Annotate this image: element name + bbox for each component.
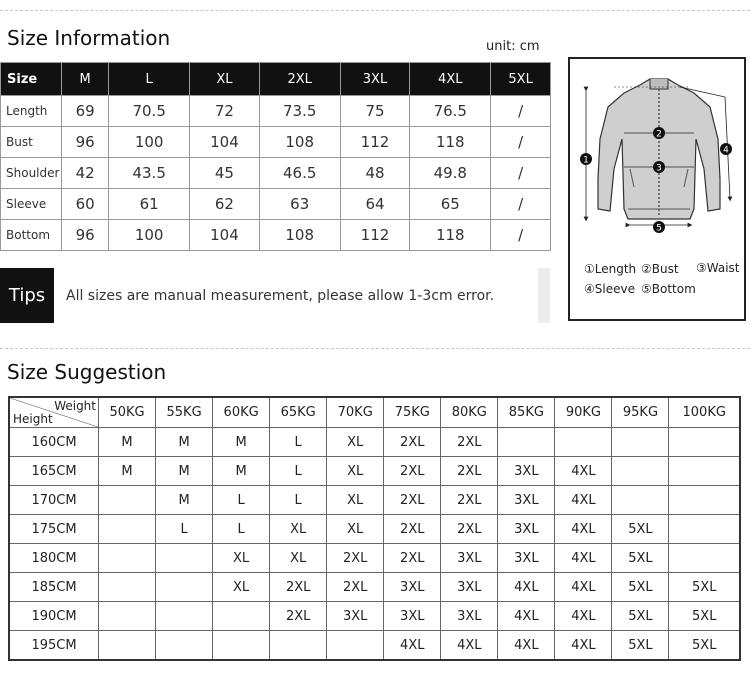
weight-col-70kg: 70KG bbox=[327, 397, 384, 428]
table-row bbox=[9, 544, 740, 573]
tips-badge: Tips bbox=[0, 268, 54, 323]
svg-text:3: 3 bbox=[656, 163, 662, 174]
table-cell: 5XL bbox=[612, 573, 669, 602]
weight-col-100kg: 100KG bbox=[669, 397, 740, 428]
table-cell: 2XL bbox=[441, 428, 498, 457]
size-col-header: Size bbox=[1, 63, 62, 96]
row-label-shoulder: Shoulder bbox=[1, 158, 62, 189]
table-cell: 63 bbox=[259, 189, 340, 220]
table-cell: 5XL bbox=[669, 573, 740, 602]
table-cell: 46.5 bbox=[259, 158, 340, 189]
table-cell: 104 bbox=[190, 220, 260, 251]
table-cell: 70.5 bbox=[109, 96, 190, 127]
table-row bbox=[9, 457, 740, 486]
table-cell: 4XL bbox=[555, 631, 612, 661]
size-col-4xl: 4XL bbox=[410, 63, 491, 96]
table-cell: 104 bbox=[190, 127, 260, 158]
row-label-bottom: Bottom bbox=[1, 220, 62, 251]
svg-text:2: 2 bbox=[656, 129, 662, 140]
table-cell: M bbox=[99, 428, 156, 457]
weight-col-95kg: 95KG bbox=[612, 397, 669, 428]
table-cell: 3XL bbox=[384, 573, 441, 602]
table-cell: / bbox=[491, 158, 551, 189]
measurement-diagram bbox=[568, 57, 746, 321]
table-cell: 112 bbox=[340, 220, 410, 251]
table-cell bbox=[213, 602, 270, 631]
size-info-table bbox=[0, 62, 551, 251]
legend-bust: ②Bust bbox=[641, 262, 679, 276]
table-cell: 4XL bbox=[555, 573, 612, 602]
table-cell: 100 bbox=[109, 220, 190, 251]
table-cell: 2XL bbox=[327, 544, 384, 573]
table-cell: 5XL bbox=[669, 631, 740, 661]
size-col-l: L bbox=[109, 63, 190, 96]
table-cell: M bbox=[156, 457, 213, 486]
table-cell bbox=[669, 515, 740, 544]
height-label-195cm: 195CM bbox=[9, 631, 99, 661]
table-cell: 3XL bbox=[498, 544, 555, 573]
size-col-m: M bbox=[62, 63, 109, 96]
table-cell: L bbox=[213, 486, 270, 515]
marker-5-icon bbox=[653, 221, 665, 234]
height-label-185cm: 185CM bbox=[9, 573, 99, 602]
middle-divider bbox=[0, 348, 750, 349]
table-cell: XL bbox=[213, 544, 270, 573]
table-cell: 69 bbox=[62, 96, 109, 127]
table-cell: 2XL bbox=[441, 515, 498, 544]
table-cell: 2XL bbox=[270, 602, 327, 631]
table-cell bbox=[156, 573, 213, 602]
table-row bbox=[1, 220, 551, 251]
size-col-2xl: 2XL bbox=[259, 63, 340, 96]
size-col-xl: XL bbox=[190, 63, 260, 96]
svg-text:4: 4 bbox=[723, 145, 729, 156]
table-cell: 108 bbox=[259, 127, 340, 158]
table-cell: 75 bbox=[340, 96, 410, 127]
table-cell: 3XL bbox=[441, 573, 498, 602]
table-cell: 3XL bbox=[498, 457, 555, 486]
table-cell: L bbox=[270, 428, 327, 457]
table-cell: 2XL bbox=[384, 457, 441, 486]
table-cell: 5XL bbox=[612, 602, 669, 631]
table-cell: / bbox=[491, 127, 551, 158]
table-cell bbox=[156, 544, 213, 573]
weight-col-90kg: 90KG bbox=[555, 397, 612, 428]
table-row bbox=[9, 486, 740, 515]
table-cell bbox=[213, 631, 270, 661]
table-cell bbox=[612, 486, 669, 515]
height-label-165cm: 165CM bbox=[9, 457, 99, 486]
table-cell: 4XL bbox=[555, 457, 612, 486]
table-cell: 61 bbox=[109, 189, 190, 220]
size-col-5xl: 5XL bbox=[491, 63, 551, 96]
table-cell: 118 bbox=[410, 220, 491, 251]
top-divider bbox=[0, 10, 750, 11]
table-cell: L bbox=[270, 457, 327, 486]
row-label-length: Length bbox=[1, 96, 62, 127]
table-cell: 3XL bbox=[327, 602, 384, 631]
corner-height-label: Height bbox=[13, 412, 53, 426]
table-cell: XL bbox=[270, 544, 327, 573]
weight-col-50kg: 50KG bbox=[99, 397, 156, 428]
table-cell: / bbox=[491, 96, 551, 127]
table-cell bbox=[156, 602, 213, 631]
marker-4-icon bbox=[720, 143, 732, 156]
table-cell: 4XL bbox=[498, 631, 555, 661]
weight-col-85kg: 85KG bbox=[498, 397, 555, 428]
table-cell: 4XL bbox=[555, 515, 612, 544]
weight-col-55kg: 55KG bbox=[156, 397, 213, 428]
table-cell: 43.5 bbox=[109, 158, 190, 189]
size-table-header bbox=[1, 63, 551, 96]
table-cell: 2XL bbox=[384, 428, 441, 457]
table-cell: XL bbox=[327, 428, 384, 457]
table-row bbox=[9, 515, 740, 544]
table-cell: M bbox=[156, 486, 213, 515]
table-cell: 42 bbox=[62, 158, 109, 189]
table-cell: 4XL bbox=[555, 486, 612, 515]
svg-text:5: 5 bbox=[656, 223, 662, 234]
table-cell: 5XL bbox=[612, 515, 669, 544]
table-cell: 3XL bbox=[498, 515, 555, 544]
table-cell: 100 bbox=[109, 127, 190, 158]
table-row bbox=[1, 158, 551, 189]
table-cell: XL bbox=[327, 515, 384, 544]
size-suggestion-table bbox=[8, 396, 741, 661]
weight-col-75kg: 75KG bbox=[384, 397, 441, 428]
table-cell bbox=[156, 631, 213, 661]
table-cell: 4XL bbox=[498, 573, 555, 602]
table-cell: 2XL bbox=[384, 544, 441, 573]
table-cell bbox=[99, 544, 156, 573]
unit-label: unit: cm bbox=[486, 39, 540, 54]
corner-weight-label: Weight bbox=[54, 399, 96, 413]
table-cell: 3XL bbox=[498, 486, 555, 515]
table-row bbox=[9, 631, 740, 661]
weight-col-65kg: 65KG bbox=[270, 397, 327, 428]
table-cell: M bbox=[213, 428, 270, 457]
table-cell bbox=[99, 631, 156, 661]
table-cell: 2XL bbox=[441, 457, 498, 486]
table-cell: 5XL bbox=[612, 631, 669, 661]
legend-length: ①Length bbox=[584, 262, 637, 276]
table-cell: 2XL bbox=[270, 573, 327, 602]
table-cell: M bbox=[156, 428, 213, 457]
table-cell bbox=[99, 515, 156, 544]
table-cell: 62 bbox=[190, 189, 260, 220]
table-cell bbox=[555, 428, 612, 457]
weight-col-60kg: 60KG bbox=[213, 397, 270, 428]
size-suggestion-title: Size Suggestion bbox=[7, 360, 167, 384]
table-cell bbox=[99, 602, 156, 631]
table-cell bbox=[327, 631, 384, 661]
table-row bbox=[9, 602, 740, 631]
table-cell: 96 bbox=[62, 220, 109, 251]
suggestion-table-header bbox=[9, 397, 740, 428]
table-cell: 4XL bbox=[555, 544, 612, 573]
svg-text:1: 1 bbox=[583, 155, 589, 166]
height-label-160cm: 160CM bbox=[9, 428, 99, 457]
legend-waist: ③Waist bbox=[696, 261, 740, 275]
table-cell: / bbox=[491, 220, 551, 251]
table-cell: XL bbox=[327, 457, 384, 486]
table-row bbox=[1, 127, 551, 158]
table-cell: 118 bbox=[410, 127, 491, 158]
table-cell: 4XL bbox=[555, 602, 612, 631]
marker-1-icon bbox=[580, 153, 592, 166]
table-cell bbox=[99, 486, 156, 515]
legend-sleeve: ④Sleeve bbox=[584, 282, 635, 296]
height-label-180cm: 180CM bbox=[9, 544, 99, 573]
table-cell: L bbox=[270, 486, 327, 515]
size-info-title: Size Information bbox=[7, 26, 171, 50]
table-cell: 2XL bbox=[384, 486, 441, 515]
table-cell: 76.5 bbox=[410, 96, 491, 127]
table-cell: 4XL bbox=[384, 631, 441, 661]
table-cell bbox=[669, 457, 740, 486]
table-cell: M bbox=[99, 457, 156, 486]
table-cell: 3XL bbox=[441, 544, 498, 573]
table-cell: 108 bbox=[259, 220, 340, 251]
height-label-190cm: 190CM bbox=[9, 602, 99, 631]
table-cell: 48 bbox=[340, 158, 410, 189]
table-cell: XL bbox=[270, 515, 327, 544]
tips-side-bar bbox=[538, 268, 550, 323]
table-cell: 2XL bbox=[441, 486, 498, 515]
table-cell: 2XL bbox=[327, 573, 384, 602]
table-cell: 64 bbox=[340, 189, 410, 220]
weight-col-80kg: 80KG bbox=[441, 397, 498, 428]
tips-text: All sizes are manual measurement, please allow 1-3cm error. bbox=[66, 288, 495, 304]
table-cell bbox=[498, 428, 555, 457]
table-row bbox=[9, 573, 740, 602]
table-row bbox=[1, 96, 551, 127]
table-cell: 5XL bbox=[669, 602, 740, 631]
table-row bbox=[9, 428, 740, 457]
table-cell: 96 bbox=[62, 127, 109, 158]
table-cell bbox=[612, 428, 669, 457]
table-cell: 2XL bbox=[384, 515, 441, 544]
table-cell: 49.8 bbox=[410, 158, 491, 189]
table-cell: 4XL bbox=[498, 602, 555, 631]
table-cell: 112 bbox=[340, 127, 410, 158]
table-cell bbox=[669, 544, 740, 573]
table-cell: 4XL bbox=[441, 631, 498, 661]
table-row bbox=[1, 189, 551, 220]
table-cell: 3XL bbox=[384, 602, 441, 631]
table-cell: XL bbox=[327, 486, 384, 515]
height-label-175cm: 175CM bbox=[9, 515, 99, 544]
height-label-170cm: 170CM bbox=[9, 486, 99, 515]
table-cell: / bbox=[491, 189, 551, 220]
jacket-illustration bbox=[570, 59, 744, 239]
table-cell bbox=[99, 573, 156, 602]
table-cell: 5XL bbox=[612, 544, 669, 573]
table-cell: 3XL bbox=[441, 602, 498, 631]
table-cell: XL bbox=[213, 573, 270, 602]
row-label-sleeve: Sleeve bbox=[1, 189, 62, 220]
table-cell bbox=[612, 457, 669, 486]
table-cell: 72 bbox=[190, 96, 260, 127]
table-cell bbox=[669, 486, 740, 515]
table-cell: L bbox=[156, 515, 213, 544]
legend-bottom: ⑤Bottom bbox=[641, 282, 696, 296]
table-cell: 60 bbox=[62, 189, 109, 220]
corner-cell bbox=[9, 397, 99, 428]
row-label-bust: Bust bbox=[1, 127, 62, 158]
size-col-3xl: 3XL bbox=[340, 63, 410, 96]
table-cell: M bbox=[213, 457, 270, 486]
table-cell bbox=[270, 631, 327, 661]
table-cell: L bbox=[213, 515, 270, 544]
table-cell bbox=[669, 428, 740, 457]
table-cell: 65 bbox=[410, 189, 491, 220]
table-cell: 73.5 bbox=[259, 96, 340, 127]
table-cell: 45 bbox=[190, 158, 260, 189]
